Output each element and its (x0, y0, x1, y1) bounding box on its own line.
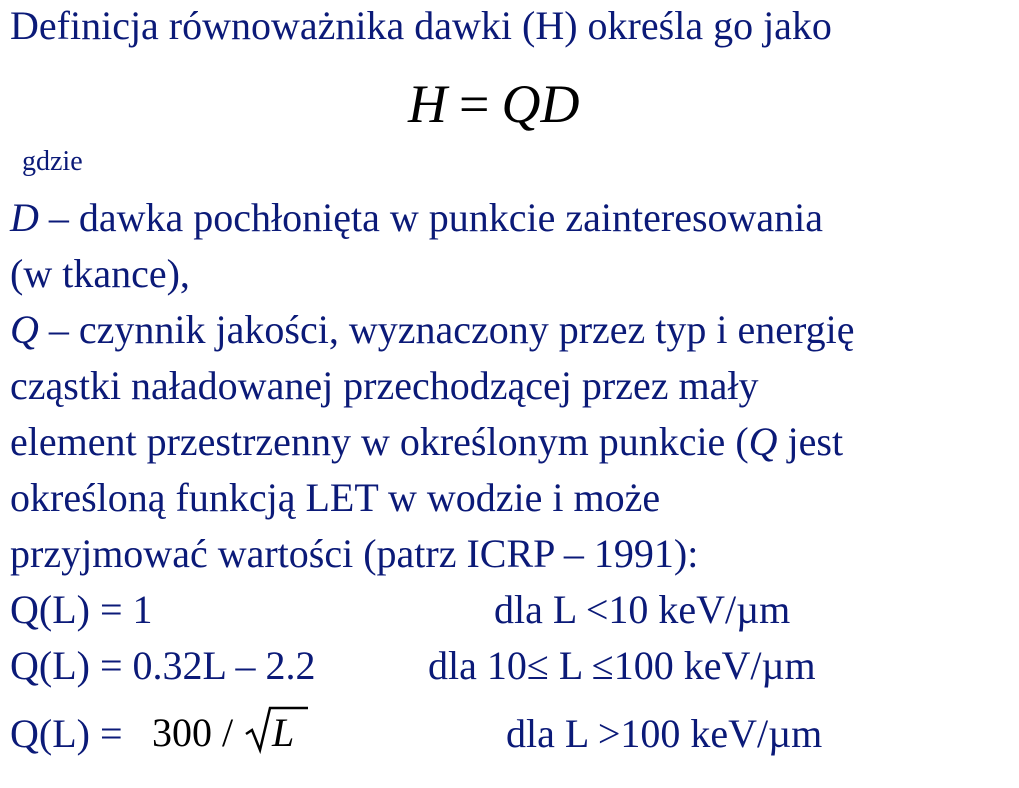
definition-q-line-2: cząstki naładowanej przechodzącej przez mały (10, 363, 759, 408)
sqrt-numerator: 300 (152, 710, 212, 755)
intro-line (10, 2, 832, 50)
q-row-2-label: Q(L) = 0.32L – 2.2 (10, 643, 316, 688)
formula-equals: = (459, 74, 490, 134)
variable-q: Q (10, 307, 39, 352)
definition-d-text: – dawka pochłonięta w punkcie zainteresowania (38, 195, 824, 240)
q-row-1-condition: dla L <10 keV/µm (494, 587, 791, 632)
definition-q-line-3b: jest (777, 419, 844, 464)
q-row-1-label: Q(L) = 1 (10, 587, 153, 632)
sqrt-variable: L (272, 710, 295, 755)
q-row-3-label: Q(L) = (10, 711, 123, 756)
gdzie-label: gdzie (22, 146, 83, 177)
definition-d-line (10, 194, 823, 242)
intro-text: Definicja równoważnika dawki (H) określa go jako (10, 3, 832, 48)
formula-lhs: H (408, 74, 447, 134)
sqrt-formula-svg (150, 704, 310, 756)
q-row-3-condition: dla L >100 keV/µm (506, 711, 823, 756)
definition-q-line-3a: element przestrzenny w określonym punkcie ( (10, 419, 749, 464)
definition-q-line-4: określoną funkcją LET w wodzie i może (10, 475, 661, 520)
definition-q-line (10, 306, 855, 354)
formula-rhs: QD (501, 74, 580, 134)
variable-d: D (10, 195, 39, 240)
definition-q-line-3 (10, 418, 843, 466)
dose-equivalent-formula (408, 74, 579, 134)
sqrt-slash: / (222, 710, 234, 755)
sqrt-formula (150, 704, 310, 756)
definition-q-text: – czynnik jakości, wyznaczony przez typ i energię (38, 307, 855, 352)
variable-q-inline: Q (748, 419, 778, 464)
definition-q-line-5: przyjmować wartości (patrz ICRP – 1991): (10, 531, 699, 576)
q-row-2-condition: dla 10≤ L ≤100 keV/µm (428, 643, 816, 688)
definition-d-continuation: (w tkance), (10, 251, 190, 296)
